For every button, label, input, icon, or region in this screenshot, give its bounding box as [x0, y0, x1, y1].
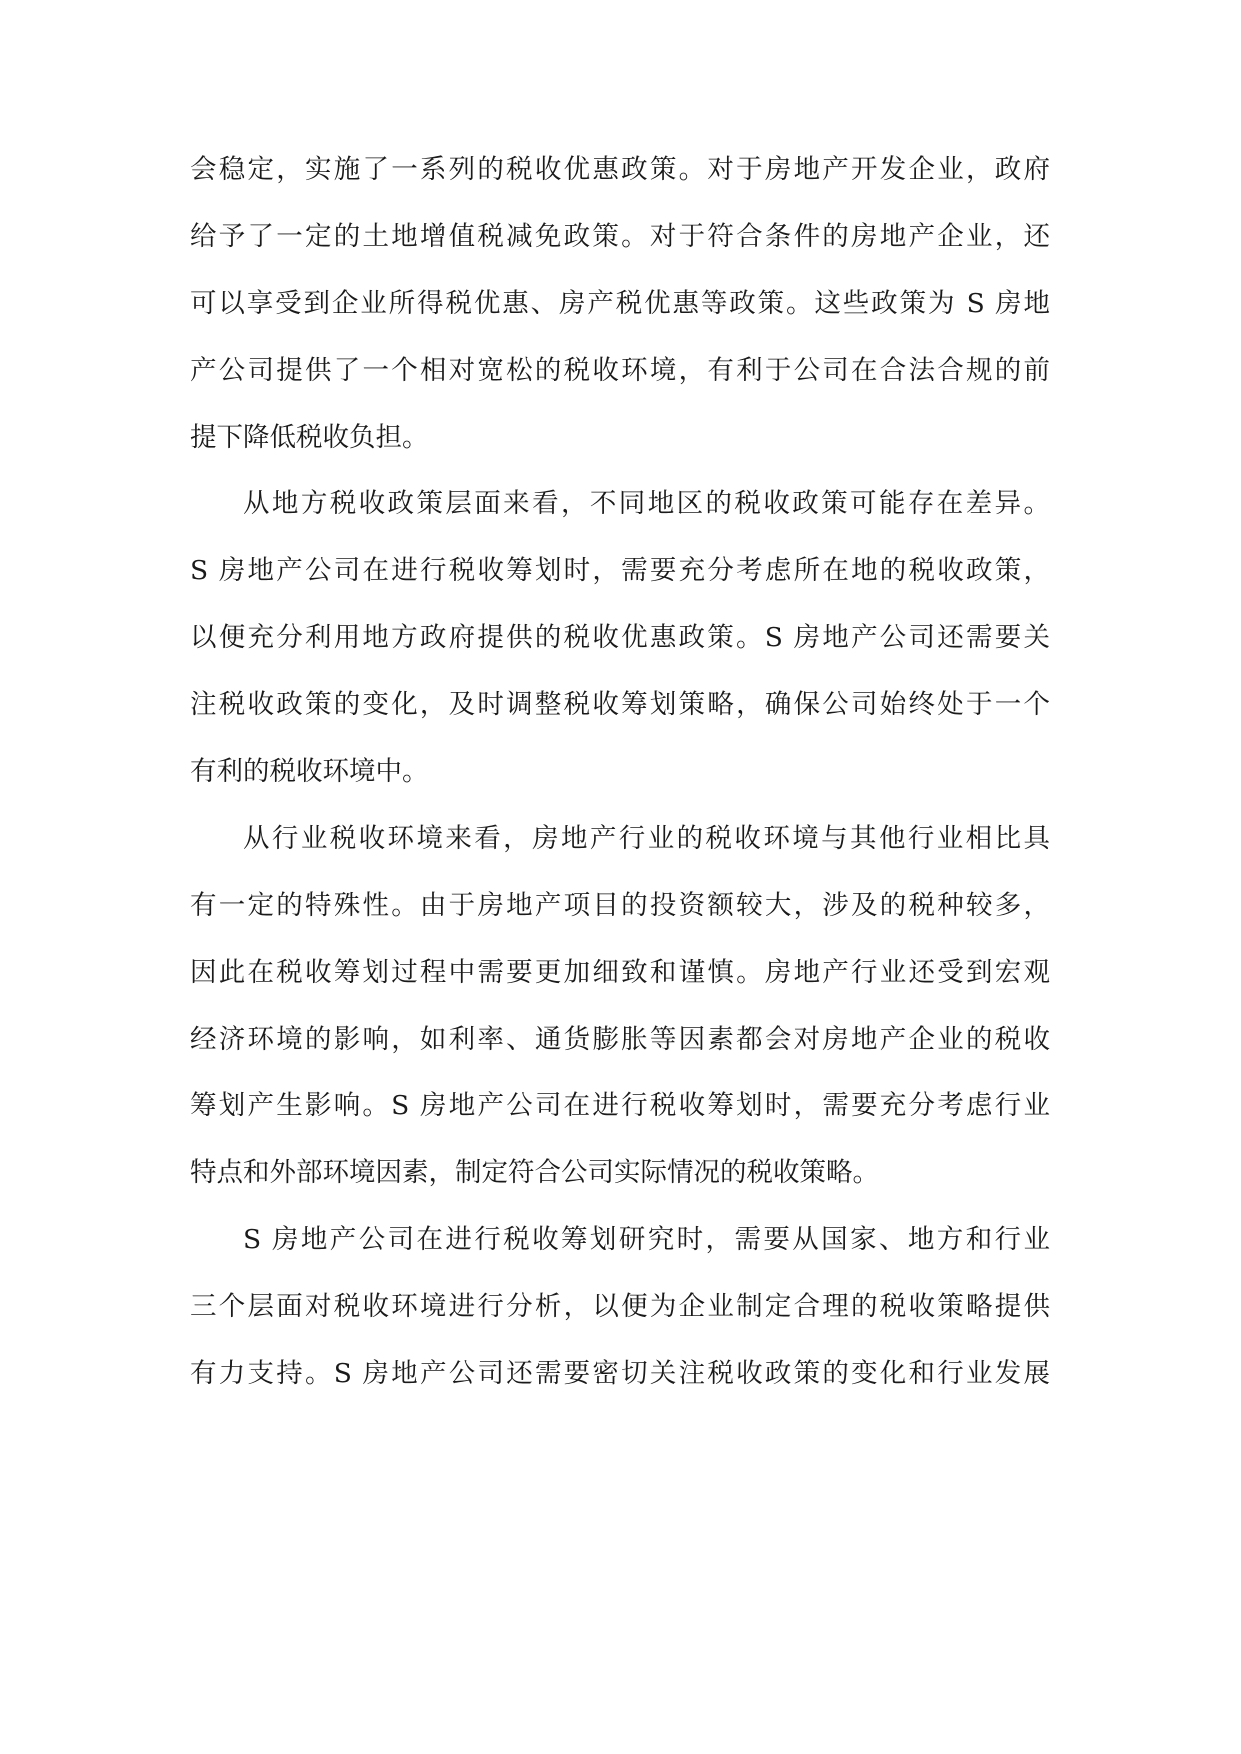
text-line: 以便充分利用地方政府提供的税收优惠政策。S 房地产公司还需要关 — [190, 622, 1050, 654]
text-line: 从地方税收政策层面来看，不同地区的税收政策可能存在差异。 — [243, 488, 1050, 520]
text-line: 注税收政策的变化，及时调整税收筹划策略，确保公司始终处于一个 — [190, 689, 1050, 721]
text-line: 三个层面对税收环境进行分析，以便为企业制定合理的税收策略提供 — [190, 1291, 1050, 1323]
text-line: 特点和外部环境因素，制定符合公司实际情况的税收策略。 — [190, 1157, 879, 1189]
text-line: 从行业税收环境来看，房地产行业的税收环境与其他行业相比具 — [243, 822, 1050, 854]
text-line: 有利的税收环境中。 — [190, 756, 429, 788]
text-line: 因此在税收筹划过程中需要更加细致和谨慎。房地产行业还受到宏观 — [190, 956, 1050, 988]
text-line: 有力支持。S 房地产公司还需要密切关注税收政策的变化和行业发展 — [190, 1358, 1050, 1390]
text-line: 提下降低税收负担。 — [190, 421, 429, 453]
text-line: 筹划产生影响。S 房地产公司在进行税收筹划时，需要充分考虑行业 — [190, 1090, 1050, 1122]
text-line: 产公司提供了一个相对宽松的税收环境，有利于公司在合法合规的前 — [190, 354, 1050, 386]
text-line: 会稳定，实施了一系列的税收优惠政策。对于房地产开发企业，政府 — [190, 154, 1050, 185]
text-line: 可以享受到企业所得税优惠、房产税优惠等政策。这些政策为 S 房地 — [190, 287, 1050, 319]
text-line: S 房地产公司在进行税收筹划研究时，需要从国家、地方和行业 — [243, 1224, 1050, 1256]
text-line: 有一定的特殊性。由于房地产项目的投资额较大，涉及的税种较多， — [190, 889, 1050, 921]
text-line: S 房地产公司在进行税收筹划时，需要充分考虑所在地的税收政策， — [190, 555, 1050, 587]
text-line: 经济环境的影响，如利率、通货膨胀等因素都会对房地产企业的税收 — [190, 1023, 1050, 1055]
body-text — [190, 137, 1050, 1408]
text-line: 给予了一定的土地增值税减免政策。对于符合条件的房地产企业，还 — [190, 220, 1050, 252]
